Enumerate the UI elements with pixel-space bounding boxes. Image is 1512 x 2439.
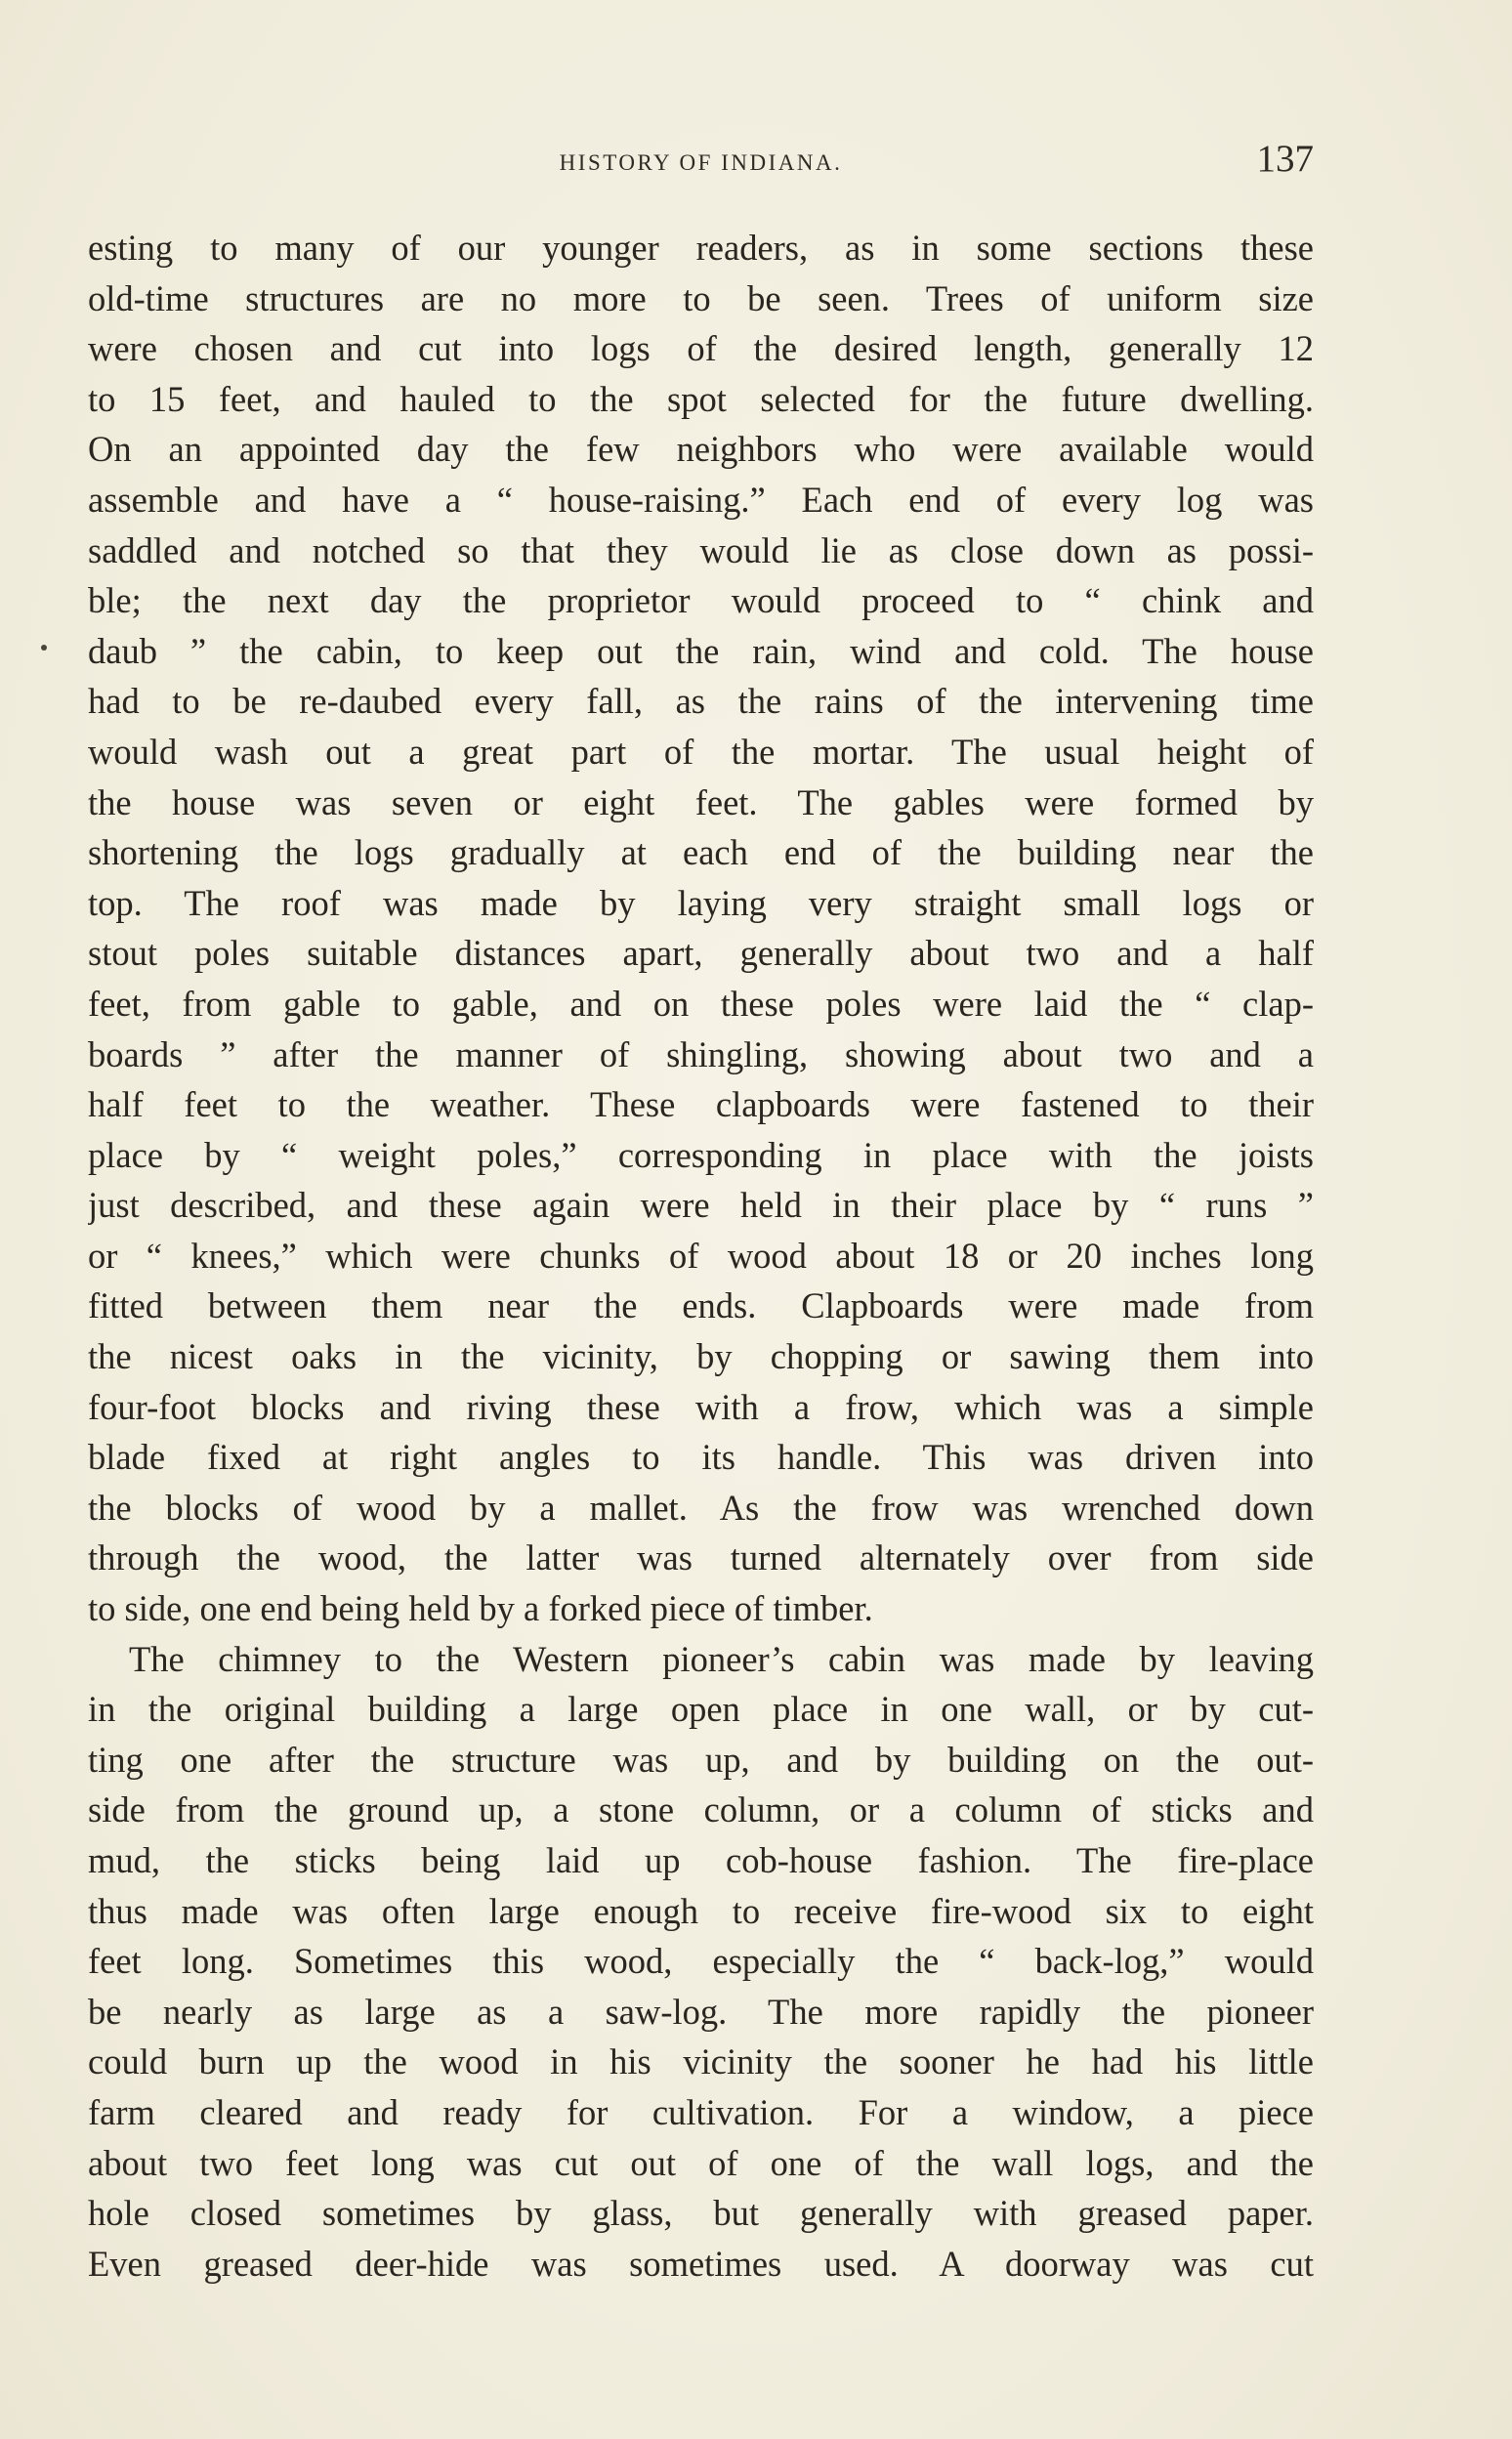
running-header bbox=[88, 137, 1314, 186]
text-line: blade fixed at right angles to its handle. This was driven into bbox=[88, 1437, 1314, 1478]
text-line: or “ knees,” which were chunks of wood about 18 or 20 inches long bbox=[88, 1235, 1314, 1276]
text-line: ting one after the structure was up, and by building on the out- bbox=[88, 1739, 1314, 1780]
page-number: 137 bbox=[1256, 138, 1314, 180]
text-line: mud, the sticks being laid up cob-house fashion. The fire-place bbox=[88, 1840, 1314, 1880]
text-line: to 15 feet, and hauled to the spot selected for the future dwelling. bbox=[88, 378, 1314, 419]
text-line: could burn up the wood in his vicinity the sooner he had his little bbox=[88, 2041, 1314, 2082]
text-line: four-foot blocks and riving these with a frow, which was a simple bbox=[88, 1386, 1314, 1427]
text-line: just described, and these again were held in their place by “ runs ” bbox=[88, 1185, 1314, 1226]
text-line: fitted between them near the ends. Clapboards were made from bbox=[88, 1285, 1314, 1326]
text-line: ble; the next day the proprietor would proceed to “ chink and bbox=[88, 580, 1314, 621]
text-line: old-time structures are no more to be seen. Trees of uniform size bbox=[88, 277, 1314, 318]
text-line: the nicest oaks in the vicinity, by chopping or sawing them into bbox=[88, 1336, 1314, 1377]
text-line: the blocks of wood by a mallet. As the frow was wrenched down bbox=[88, 1487, 1314, 1528]
text-line: shortening the logs gradually at each end of the building near the bbox=[88, 832, 1314, 873]
text-line: had to be re-daubed every fall, as the rains of the intervening time bbox=[88, 681, 1314, 722]
body-text bbox=[88, 223, 1314, 2289]
text-line: esting to many of our younger readers, as in some sections these bbox=[88, 228, 1314, 268]
text-line: farm cleared and ready for cultivation. For a window, a piece bbox=[88, 2091, 1314, 2132]
text-line: would wash out a great part of the mortar. The usual height of bbox=[88, 731, 1314, 772]
text-line: the house was seven or eight feet. The gables were formed by bbox=[88, 781, 1314, 822]
text-line: top. The roof was made by laying very straight small logs or bbox=[88, 882, 1314, 923]
text-line: feet long. Sometimes this wood, especially the “ back-log,” would bbox=[88, 1941, 1314, 1982]
text-line: through the wood, the latter was turned alternately over from side bbox=[88, 1537, 1314, 1578]
text-line: assemble and have a “ house-raising.” Each end of every log was bbox=[88, 479, 1314, 520]
text-line: On an appointed day the few neighbors who were available would bbox=[88, 429, 1314, 470]
paragraph-start-line: The chimney to the Western pioneer’s cabin was made by leaving bbox=[129, 1638, 1314, 1679]
text-line: in the original building a large open place in one wall, or by cut- bbox=[88, 1689, 1314, 1730]
text-line: hole closed sometimes by glass, but generally with greased paper. bbox=[88, 2193, 1314, 2234]
running-title: HISTORY OF INDIANA. bbox=[559, 150, 843, 175]
text-line: Even greased deer-hide was sometimes used. A doorway was cut bbox=[88, 2243, 1314, 2284]
text-line: be nearly as large as a saw-log. The more rapidly the pioneer bbox=[88, 1991, 1314, 2032]
text-line: side from the ground up, a stone column, or a column of sticks and bbox=[88, 1789, 1314, 1830]
text-line: stout poles suitable distances apart, generally about two and a half bbox=[88, 933, 1314, 974]
text-line: half feet to the weather. These clapboards were fastened to their bbox=[88, 1084, 1314, 1125]
text-line: daub ” the cabin, to keep out the rain, wind and cold. The house bbox=[88, 630, 1314, 671]
text-line: were chosen and cut into logs of the desired length, generally 12 bbox=[88, 328, 1314, 369]
text-line: thus made was often large enough to receive fire-wood six to eight bbox=[88, 1890, 1314, 1931]
text-line: feet, from gable to gable, and on these poles were laid the “ clap- bbox=[88, 983, 1314, 1024]
text-line: saddled and notched so that they would lie as close down as possi- bbox=[88, 529, 1314, 570]
text-line: boards ” after the manner of shingling, showing about two and a bbox=[88, 1033, 1314, 1074]
margin-mark bbox=[41, 645, 47, 651]
text-line: place by “ weight poles,” corresponding in place with the joists bbox=[88, 1134, 1314, 1175]
text-line: to side, one end being held by a forked piece of timber. bbox=[88, 1588, 873, 1629]
text-line: about two feet long was cut out of one of the wall logs, and the bbox=[88, 2142, 1314, 2183]
